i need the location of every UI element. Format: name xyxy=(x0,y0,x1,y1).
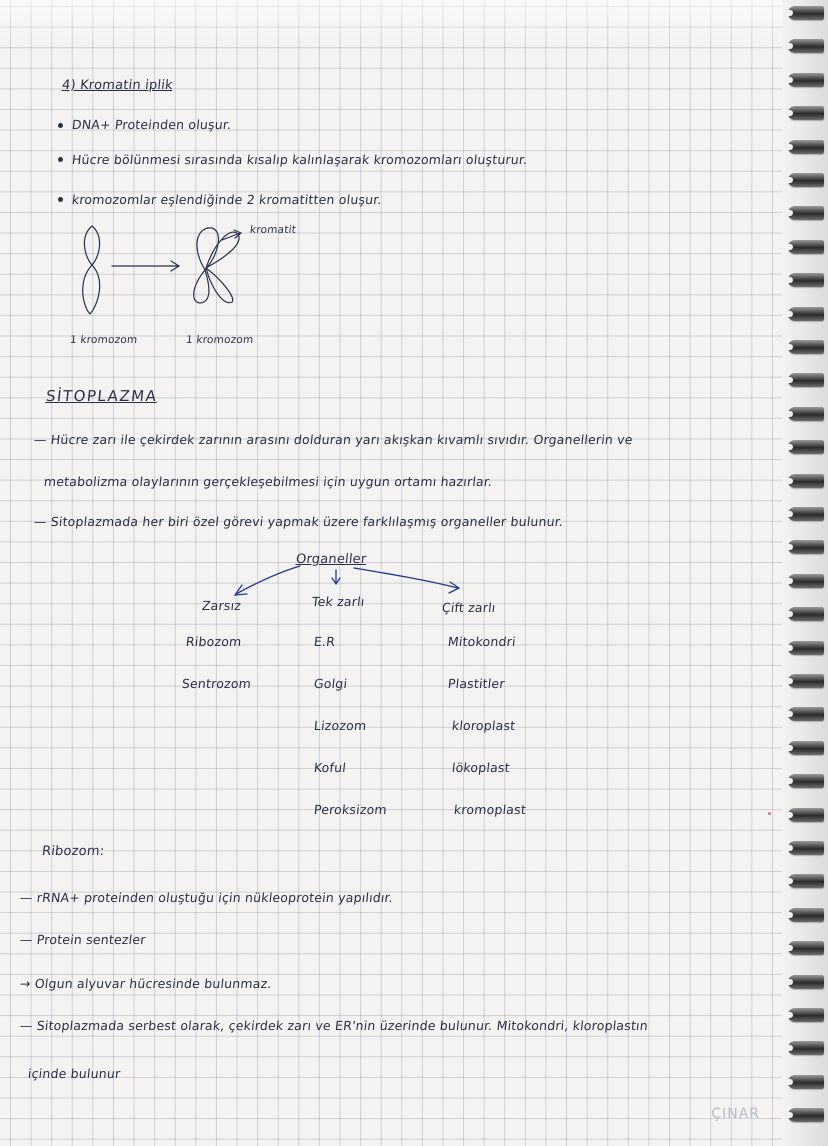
spiral-ring xyxy=(788,73,824,87)
spiral-ring xyxy=(788,273,824,287)
spiral-ring xyxy=(788,1041,824,1055)
tek-zarli-item-2: Golgi xyxy=(313,676,349,691)
spiral-ring xyxy=(788,741,824,755)
spiral-ring xyxy=(788,440,824,454)
cift-zarli-header: Çift zarlı xyxy=(441,600,497,615)
spiral-ring xyxy=(788,941,824,955)
spiral-ring xyxy=(788,407,824,421)
spiral-ring xyxy=(788,574,824,588)
spiral-ring xyxy=(788,206,824,220)
tek-zarli-item-5: Peroksizom xyxy=(313,802,388,817)
spiral-ring xyxy=(788,140,824,154)
spiral-ring xyxy=(788,808,824,822)
kromatit-label: kromatit xyxy=(249,224,297,236)
spiral-ring xyxy=(788,173,824,187)
zarsiz-item-2: Sentrozom xyxy=(181,676,252,691)
spiral-ring xyxy=(788,641,824,655)
organeller-title: Organeller xyxy=(295,552,368,567)
cift-zarli-item-3: kloroplast xyxy=(451,718,517,733)
left-chromosome-label: 1 kromozom xyxy=(69,334,139,346)
watermark-logo: ÇINAR xyxy=(711,1106,760,1122)
arrow-to-zarsiz-head xyxy=(235,585,247,595)
spiral-ring xyxy=(788,540,824,554)
spiral-ring xyxy=(788,674,824,688)
spiral-ring xyxy=(788,373,824,387)
spiral-binding xyxy=(782,0,828,1146)
tek-zarli-item-1: E.R xyxy=(313,634,336,649)
cift-zarli-item-2: Plastitler xyxy=(447,676,506,691)
right-chromosome-label: 1 kromozom xyxy=(185,334,255,346)
spiral-ring xyxy=(788,6,824,20)
heading-kromatin: 4) Kromatin iplik xyxy=(61,78,174,93)
kromatin-bullet-3: kromozomlar eşlendiğinde 2 kromatitten oluşur. xyxy=(71,192,383,207)
zarsiz-header: Zarsız xyxy=(201,598,242,613)
ribozom-line-4: — Sitoplazmada serbest olarak, çekirdek zarı ve ER'nin üzerinde bulunur. Mitokondri, kloroplastın xyxy=(19,1018,649,1033)
spiral-ring xyxy=(788,307,824,321)
kromatin-bullet-2: Hücre bölünmesi sırasında kısalıp kalınlaşarak kromozomları oluşturur. xyxy=(71,152,529,167)
spiral-ring xyxy=(788,908,824,922)
spiral-ring xyxy=(788,975,824,989)
ribozom-line-5: içinde bulunur xyxy=(27,1066,122,1081)
spiral-ring xyxy=(788,340,824,354)
zarsiz-item-1: Ribozom xyxy=(185,634,243,649)
spiral-ring xyxy=(788,607,824,621)
spiral-ring xyxy=(788,507,824,521)
sitoplazma-line-3: — Sitoplazmada her biri özel görevi yapmak üzere farklılaşmış organeller bulunur. xyxy=(33,514,564,529)
spiral-ring xyxy=(788,1108,824,1122)
cift-zarli-item-4: lökoplast xyxy=(451,760,511,775)
sitoplazma-line-2: metabolizma olaylarının gerçekleşebilmesi için uygun ortamı hazırlar. xyxy=(43,474,494,489)
heading-ribozom: Ribozom: xyxy=(41,844,106,859)
spiral-ring xyxy=(788,774,824,788)
tek-zarli-item-3: Lizozom xyxy=(313,718,368,733)
ribozom-line-1: — rRNA+ proteinden oluştuğu için nükleoprotein yapılıdır. xyxy=(19,890,394,905)
ribozom-line-2: — Protein sentezler xyxy=(19,932,147,947)
spiral-ring xyxy=(788,1075,824,1089)
ink-dot xyxy=(768,812,771,815)
tek-zarli-header: Tek zarlı xyxy=(311,594,366,609)
cift-zarli-item-5: kromoplast xyxy=(453,802,527,817)
arrow-to-cift-zarli xyxy=(354,568,458,588)
ribozom-line-3: → Olgun alyuvar hücresinde bulunmaz. xyxy=(19,976,273,991)
spiral-ring xyxy=(788,474,824,488)
spiral-ring xyxy=(788,106,824,120)
spiral-ring xyxy=(788,39,824,53)
spiral-ring xyxy=(788,841,824,855)
cift-zarli-item-1: Mitokondri xyxy=(447,634,517,649)
spiral-ring xyxy=(788,707,824,721)
kromatin-bullet-1: DNA+ Proteinden oluşur. xyxy=(71,117,233,132)
arrow-to-zarsiz xyxy=(236,566,300,594)
heading-sitoplazma: SİTOPLAZMA xyxy=(45,387,159,405)
tek-zarli-item-4: Koful xyxy=(313,760,347,775)
spiral-ring xyxy=(788,874,824,888)
spiral-ring xyxy=(788,1008,824,1022)
spiral-ring xyxy=(788,240,824,254)
sitoplazma-line-1: — Hücre zarı ile çekirdek zarının arasını dolduran yarı akışkan kıvamlı sıvıdır. Organellerin ve xyxy=(33,432,634,447)
